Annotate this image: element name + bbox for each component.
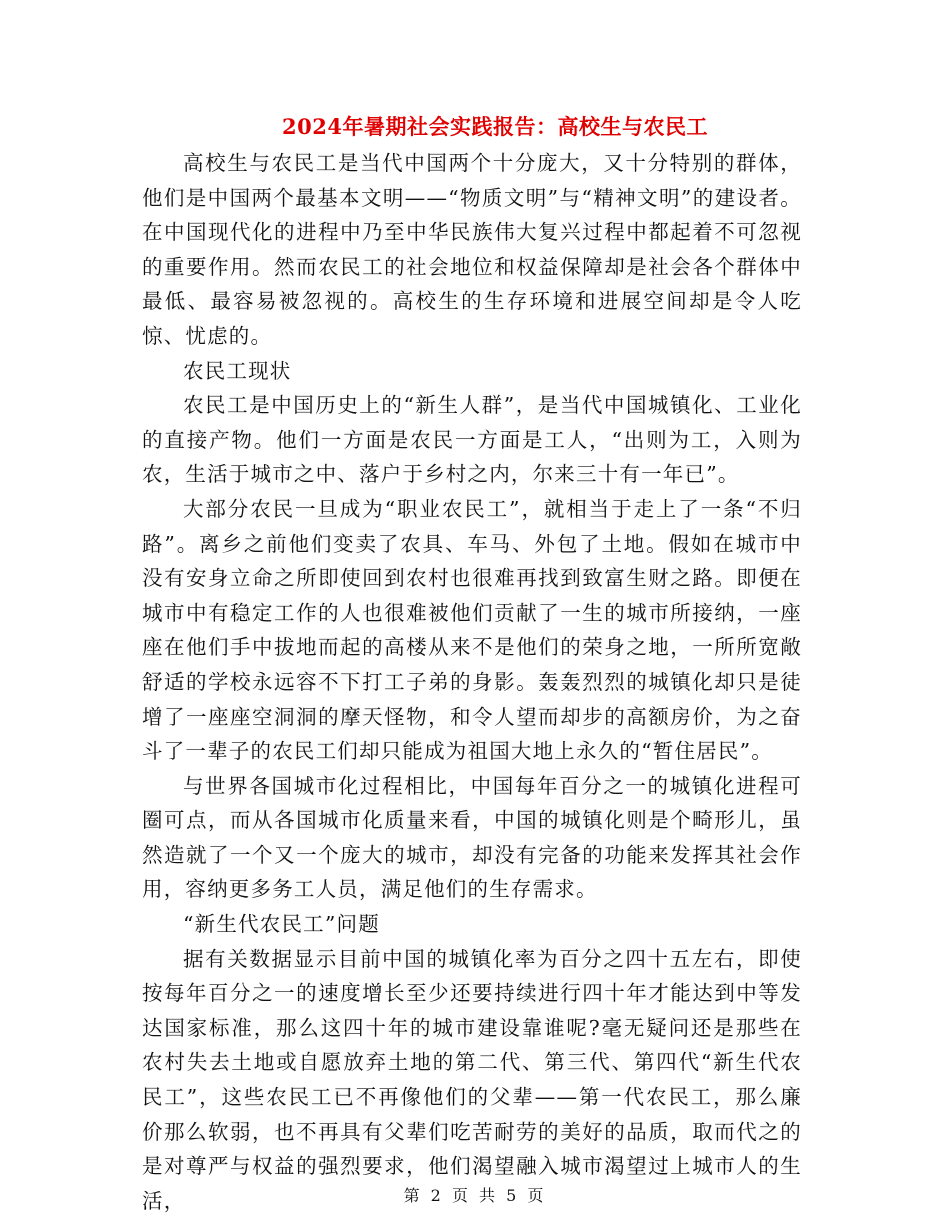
section-heading-new-generation: “新生代农民工”问题: [183, 912, 380, 937]
paragraph-no-return: 大部分农民一旦成为“职业农民工”，就相当于走上了一条“不归路”。离乡之前他们变卖了农具、车马、外包了土地。假如在城市中没有安身立命之所即使回到农村也很难再找到致富生财之路。即便在城市中有稳定工作的人也很难被他们贡献了一生的城市所接纳，一座座在他们手中拔地而起的高楼从来不是他们的荣身之地，一所所宽敞舒适的学校永远容不下打工子弟的身影。轰轰烈烈的城镇化却只是徒增了一座座空洞洞的摩天怪物，和令人望而却步的高额房价，为之奋斗了一辈子的农民工们却只能成为祖国大地上永久的“暂住居民”。: [142, 496, 802, 764]
paragraph-new-generation: 据有关数据显示目前中国的城镇化率为百分之四十五左右，即使按每年百分之一的速度增长至少还要持续进行四十年才能达到中等发达国家标准，那么这四十年的城市建设靠谁呢?毫无疑问还是那些在农村失去土地或自愿放弃土地的第二代、第三代、第四代“新生代农民工”，这些农民工已不再像他们的父辈——第一代农民工，那么廉价那么软弱，也不再具有父辈们吃苦耐劳的美好的品质，取而代之的是对尊严与权益的强烈要求，他们渴望融入城市渴望过上城市人的生活，: [142, 946, 802, 1213]
paragraph-new-population: 农民工是中国历史上的“新生人群”，是当代中国城镇化、工业化的直接产物。他们一方面是农民一方面是工人，“出则为工，入则为农，生活于城市之中、落户于乡村之内，尔来三十有一年已”。: [142, 393, 802, 487]
page-number-footer: 第 2 页 共 5 页: [403, 1186, 547, 1205]
document-title: 2024年暑期社会实践报告：高校生与农民工: [282, 114, 708, 139]
paragraph-urbanization-comparison: 与世界各国城市化过程相比，中国每年百分之一的城镇化进程可圈可点，而从各国城市化质量来看，中国的城镇化则是个畸形儿，虽然造就了一个又一个庞大的城市，却没有完备的功能来发挥其社会作用，容纳更多务工人员，满足他们的生存需求。: [142, 773, 802, 902]
section-heading-current-status: 农民工现状: [183, 358, 292, 383]
paragraph-intro: 高校生与农民工是当代中国两个十分庞大，又十分特别的群体，他们是中国两个最基本文明——“物质文明”与“精神文明”的建设者。在中国现代化的进程中乃至中华民族伟大复兴过程中都起着不可忽视的重要作用。然而农民工的社会地位和权益保障却是社会各个群体中最低、最容易被忽视的。高校生的生存环境和进展空间却是令人吃惊、忧虑的。: [142, 151, 802, 348]
document-body: [142, 146, 802, 1218]
